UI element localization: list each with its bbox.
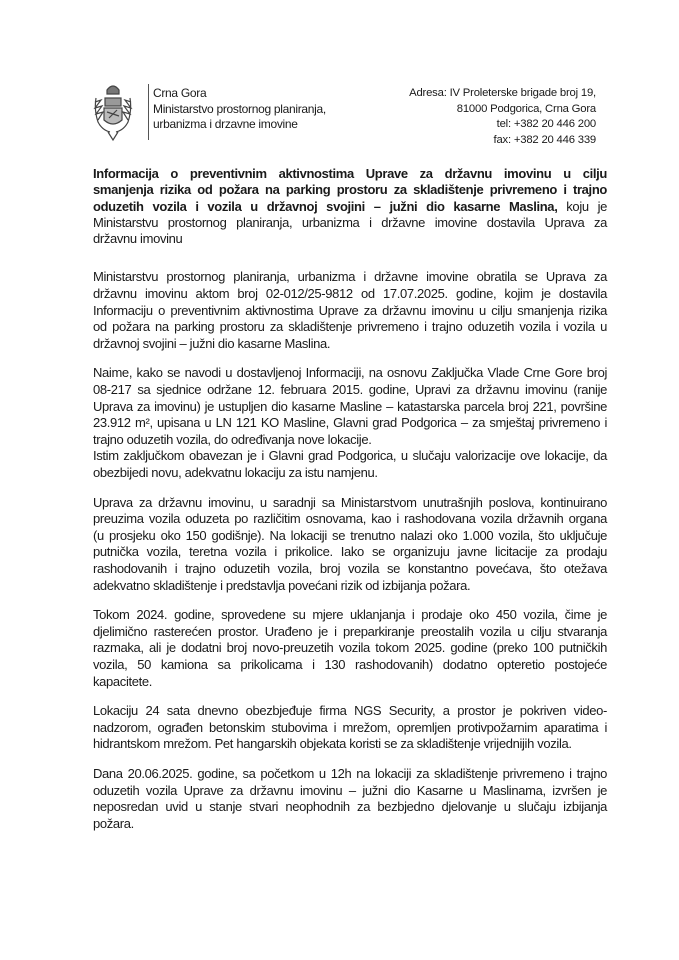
paragraph-line: trajno oduzetih vozila, do određivanja nove lokacije. [93, 431, 372, 447]
address-street: Adresa: IV Proleterske brigade broj 19, [409, 87, 596, 99]
paragraph-line: kapacitete. [93, 673, 153, 689]
paragraph-line: neposredan uvid u stanje stvari neophodnih za bezbjedno djelovanje u slučaju izbijanja [93, 799, 607, 815]
paragraph-line: Naime, kako se navodi u dostavljenoj Informaciji, na osnovu Zaključka Vlade Crne Gore broj [93, 365, 607, 381]
title-line [93, 182, 607, 198]
title-text: koju je [557, 198, 607, 214]
org-country: Crna Gora [153, 86, 207, 100]
paragraph-line: Informaciju o preventivnim aktivnostima Uprave za državnu imovinu u cilju smanjenja rizika [93, 302, 607, 318]
paragraph-line: Istim zaključkom obavezan je i Glavni grad Podgorica, u slučaju valorizacije ove lokacije, da [93, 448, 607, 464]
paragraph-line: Tokom 2024. godine, sprovedene su mjere uklanjanja i prodaje oko 450 vozila, čime je [93, 607, 607, 623]
paragraph-line: oduzetih vozila Uprave za državnu imovinu – južni dio Kasarne u Maslinama, izvršen je [93, 782, 607, 798]
paragraph-line: djelimično rasterećen prostor. Urađeno je i preparkiranje preostalih vozila u cilju stvaranja [93, 623, 607, 639]
paragraph-line: (u prosjeku oko 150 godišnje). Na lokaciji se trenutno nalazi oko 1.000 vozila, što uključuje [93, 527, 607, 543]
paragraph-intro [93, 269, 607, 352]
paragraph-background [93, 365, 607, 448]
org-ministry-cont: urbanizma i drzavne imovine [153, 117, 298, 131]
org-ministry: Ministarstvo prostornog planiranja, [153, 101, 326, 116]
paragraph-line: Lokaciju 24 sata dnevno obezbjeđuje firma NGS Security, a prostor je pokriven video- [93, 703, 607, 719]
title-line [93, 166, 607, 182]
paragraph-line: hidrantskom mrežom. Pet hangarskih objekata koristi se za skladištenje vrijednijih vozila. [93, 736, 572, 752]
paragraph-line: 08-217 sa sjednice održane 12. februara 2015. godine, Upravi za državnu imovinu (ranije [93, 382, 607, 398]
paragraph-line: adekvatno skladištenje i predstavlja povećani rizik od izbijanja požara. [93, 577, 471, 593]
title-text: Ministarstvu prostornog planiranja, urbanizma i državne imovine dostavila Uprava za [93, 214, 607, 230]
paragraph-vehicles [93, 495, 607, 595]
paragraph-line: rashodovanih i trajno oduzetih vozila, broj vozila se konstantno povećava, što otežava [93, 560, 607, 576]
title-line [93, 215, 607, 231]
paragraph-2024-measures [93, 607, 607, 690]
title-text: državnu imovinu [93, 231, 183, 247]
title-bold-text: smanjenja rizika od požara na parking prostoru za skladištenje privremeno i trajno [93, 182, 607, 198]
address-fax: fax: +382 20 446 339 [493, 133, 596, 146]
title-line [93, 231, 607, 247]
title-line [93, 199, 607, 215]
document-body [93, 166, 607, 832]
paragraph-line: državnu imovinu aktom broj 02-012/25-9812 od 17.07.2025. godine, kojim je dostavila [93, 286, 607, 302]
paragraph-line: Uprava za imovinu) je ustupljen dio kasarne Masline – katastarska parcela broj 221, površine [93, 398, 607, 414]
document-title [93, 166, 607, 247]
coat-of-arms-logo [92, 80, 134, 142]
contact-address [409, 86, 596, 148]
paragraph-line: od požara na parking prostoru za skladištenje privremeno i trajno oduzetih vozila i vozila u [93, 319, 607, 335]
paragraph-line: vozila, 50 kamiona sa prikolicama i 130 rashodovanih) dodatno opteretio postojeće [93, 656, 607, 672]
title-bold-text: Informacija o preventivnim aktivnostima Uprave za državnu imovinu u cilju [93, 166, 607, 181]
paragraph-inspection [93, 766, 607, 832]
paragraph-line: požara. [93, 815, 134, 831]
address-city: 81000 Podgorica, Crna Gora [456, 102, 596, 115]
address-tel: tel: +382 20 446 200 [496, 118, 596, 130]
paragraph-line: razmaka, ali je dodatni broj novo-preuzetih vozila tokom 2025. godine (preko 100 putničkih [93, 640, 607, 656]
paragraph-line: Ministarstvu prostornog planiranja, urbanizma i državne imovine obratila se Uprava za [93, 269, 607, 285]
organization-name [153, 86, 326, 133]
paragraph-line: nadzorom, ograđen betonskim stubovima i mrežom, opremljen protivpožarnim aparatima i [93, 719, 607, 735]
paragraph-security [93, 703, 607, 753]
paragraph-line: Uprava za državnu imovinu, u saradnji sa Ministarstvom unutrašnjih poslova, kontinuirano [93, 494, 607, 510]
paragraph-line: 23.912 m², upisana u LN 121 KO Masline, Glavni grad Podgorica – za smještaj privremeno i [93, 415, 607, 431]
header-divider [148, 84, 149, 140]
paragraph-obligation [93, 448, 607, 481]
paragraph-line: Dana 20.06.2025. godine, sa početkom u 12h na lokaciji za skladištenje privremeno i trajno [93, 765, 607, 781]
paragraph-line: putnička vozila, teretna vozila i prikolice. Iako se organizuju javne licitacije za prodaju [93, 544, 607, 560]
paragraph-line: državnoj svojini – južni dio kasarne Maslina. [93, 335, 331, 351]
title-bold-text: oduzetih vozila i vozila u državnoj svojini – južni dio kasarne Maslina, [93, 198, 558, 214]
paragraph-line: preuzima vozila oduzeta po različitim osnovama, kao i rashodovana vozila državnih organa [93, 511, 607, 527]
paragraph-line: obezbijedi novu, adekvatnu lokaciju za istu namjenu. [93, 465, 378, 481]
